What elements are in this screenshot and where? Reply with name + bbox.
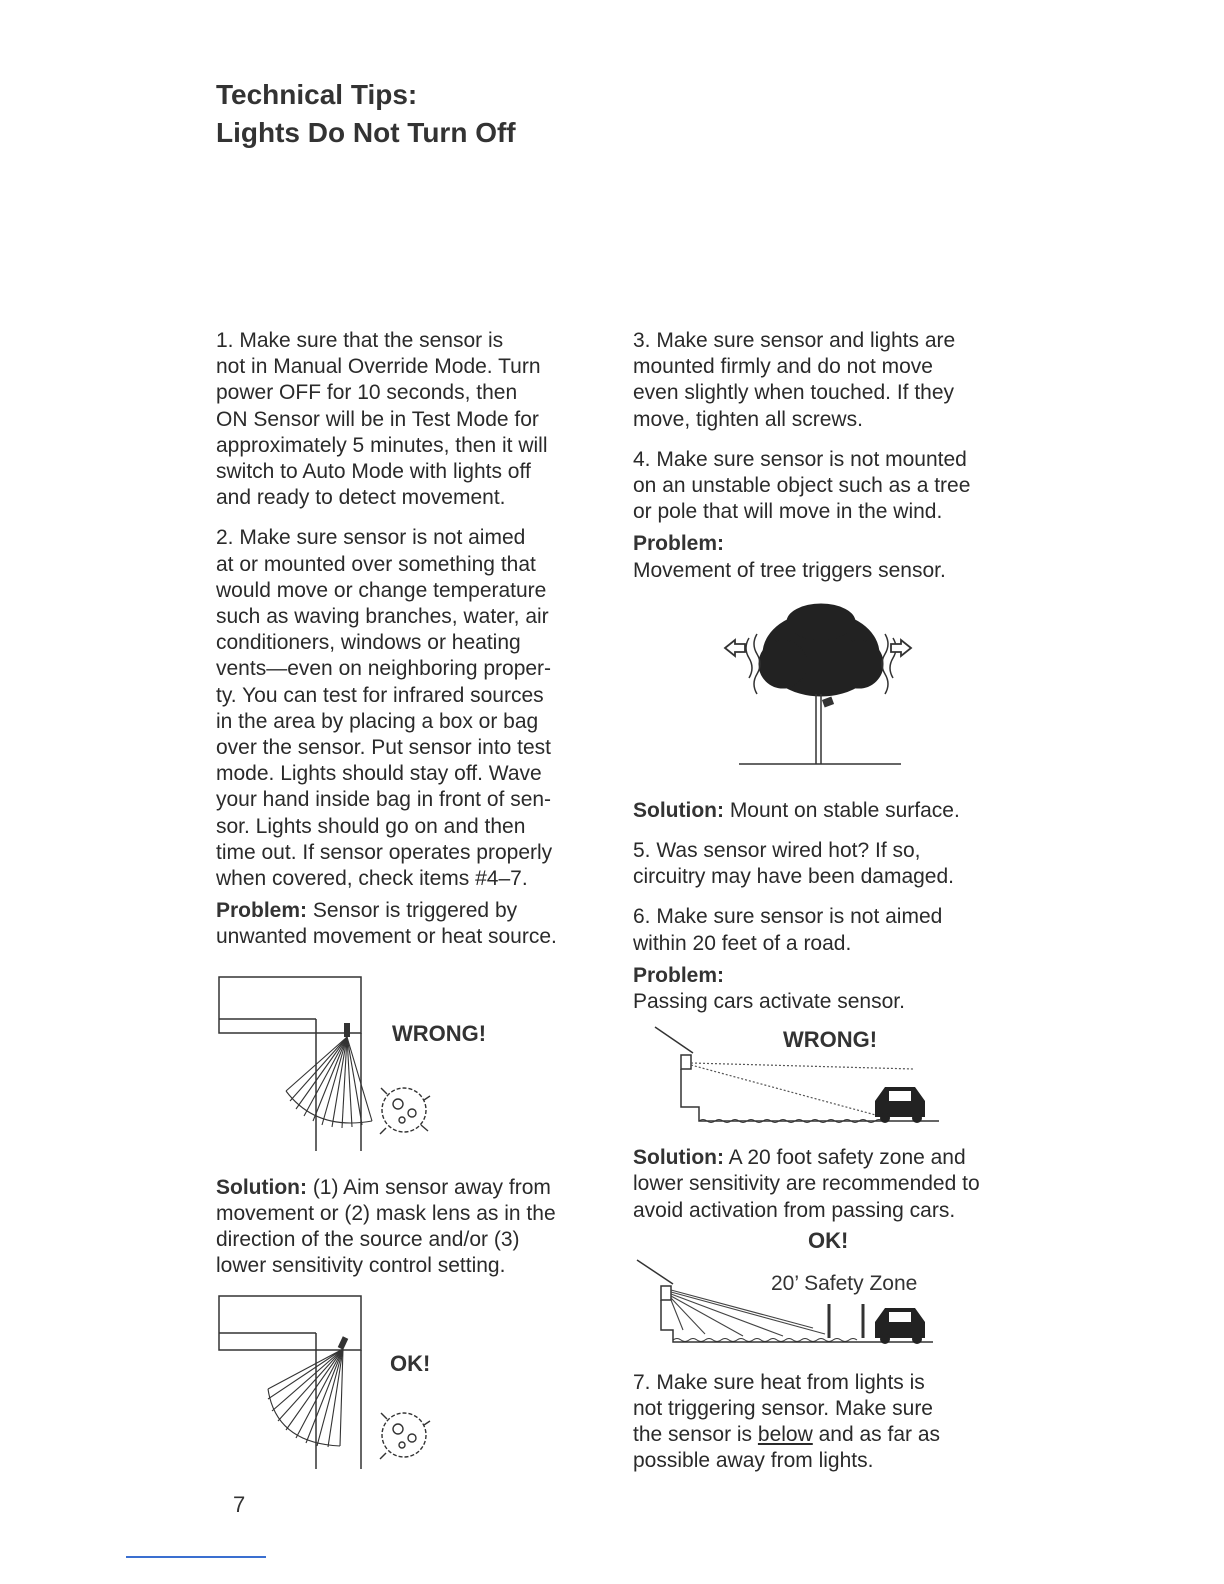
wrong-label-left: WRONG! [392, 1020, 487, 1046]
ok-label-right: OK! [808, 1227, 849, 1253]
footer-rule [126, 1556, 266, 1558]
wrong-aim-diagram [216, 963, 591, 1153]
solution-aim: Solution: (1) Aim sensor away from movement or (2) mask lens as in the direction of the source and/or (3) lower sensitivity control setting. [216, 1175, 556, 1278]
sway-right-arrow-icon [891, 640, 911, 656]
bush-icon-ok [380, 1413, 430, 1459]
house-eave [219, 977, 361, 1033]
problem-heat-source: Problem: Sensor is triggered by unwanted movement or heat source. [216, 899, 557, 949]
tip-2: 2. Make sure sensor is not aimed at or mounted over something that would move or change temperature such as waving branches, water, air conditioners, windows or heating vents—even on neighboring proper- ty. You can test for infrared sources in the area by placing a box or bag over the sensor. Put sensor into test mode. Lights should stay off. Wave your hand inside bag in front of sen- sor. Lights should go on and then time out. If sensor operates properly when covered, check items #4–7. [216, 526, 553, 891]
detection-beam-ok [671, 1290, 825, 1336]
ok-road-diagram [633, 1224, 1008, 1344]
ok-aim-diagram [216, 1293, 591, 1473]
car-icon [875, 1087, 925, 1123]
sway-left-arrow-icon [725, 640, 745, 656]
emphasis-below: below [757, 1423, 813, 1447]
tree-diagram [633, 594, 1008, 790]
wrong-road-diagram [633, 1021, 1008, 1133]
right-column [633, 328, 1008, 1489]
detection-fan-ok [268, 1349, 343, 1447]
sensor-icon-ok [338, 1337, 349, 1350]
problem-cars: Problem: Passing cars activate sensor. [633, 963, 905, 1014]
tip-7: 7. Make sure heat from lights is not triggering sensor. Make sure the sensor is below and as far as possible away from lights. [633, 1370, 941, 1473]
safety-zone-label: 20’ Safety Zone [771, 1271, 918, 1295]
left-column [216, 328, 591, 1473]
tip-6: 6. Make sure sensor is not aimed within 20 feet of a road. [633, 905, 943, 955]
tip-1: 1. Make sure that the sensor is not in Manual Override Mode. Turn power OFF for 10 seconds, then ON Sensor will be in Test Mode for approximately 5 minutes, then it will switch to Auto Mode with lights off and ready to detect movement. [216, 329, 548, 510]
sensor-on-tree-icon [822, 696, 834, 707]
solution-cars: Solution: A 20 foot safety zone and lower sensitivity are recommended to avoid activation from passing cars. [633, 1146, 980, 1222]
car-icon-ok [875, 1308, 925, 1344]
sensor-icon [344, 1023, 350, 1037]
tip-3: 3. Make sure sensor and lights are mounted firmly and do not move even slightly when touched. If they move, tighten all screws. [633, 329, 956, 431]
page-number: 7 [233, 1492, 246, 1517]
solution-tree: Solution: Mount on stable surface. [633, 798, 960, 822]
tip-4: 4. Make sure sensor is not mounted on an unstable object such as a tree or pole that will move in the wind. [633, 447, 971, 524]
ok-label-left: OK! [390, 1351, 431, 1377]
title-line-2: Lights Do Not Turn Off [216, 117, 516, 148]
tip-5: 5. Was sensor wired hot? If so, circuitry may have been damaged. [633, 839, 954, 889]
page-title [216, 76, 516, 152]
roof-line [655, 1027, 693, 1053]
problem-tree: Problem: Movement of tree triggers sensor. [633, 532, 946, 582]
wrong-label-right: WRONG! [783, 1027, 878, 1053]
bush-icon [380, 1088, 430, 1134]
detection-fan [286, 1037, 372, 1128]
title-line-1: Technical Tips: [216, 79, 418, 110]
tree-icon [759, 604, 883, 696]
